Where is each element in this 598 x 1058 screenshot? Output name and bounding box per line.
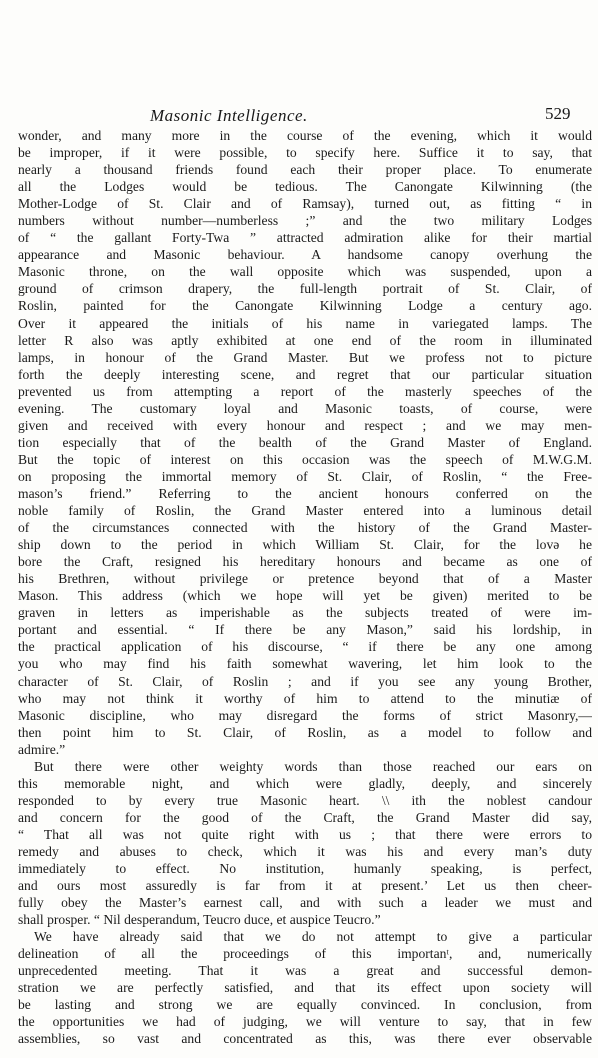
text-line: bore the Craft, resigned his hereditary honours and became as one of xyxy=(18,554,592,570)
text-line: delineation of all the proceedings of this importanᵗ, and, numerically xyxy=(18,946,592,962)
text-line: letter R also was aptly exhibited at one end of the room in illuminated xyxy=(18,332,592,348)
text-line: forth the deeply interesting scene, and regret that our particular situation xyxy=(18,366,592,382)
text-line: Mason. This address (which we hope will yet be given) merited to be xyxy=(18,588,592,604)
text-line: his Brethren, without privilege or pretence beyond that of a Master xyxy=(18,571,592,587)
text-line: “ That all was not quite right with us ; that there were errors to xyxy=(18,826,592,842)
text-line: you who may find his faith somewhat wavering, let him look to the xyxy=(18,656,592,672)
text-line: Roslin, painted for the Canongate Kilwinning Lodge a century ago. xyxy=(18,298,592,314)
text-line: of “ the gallant Forty-Twa ” attracted admiration alike for their martial xyxy=(18,230,592,246)
text-line: the practical application of his discourse, “ if there be any one among xyxy=(18,639,592,655)
text-line: ship down to the period in which William St. Clair, for the lovə he xyxy=(18,537,592,553)
text-line: appearance and Masonic behaviour. A handsome canopy overhung the xyxy=(18,247,592,263)
text-line: evening. The customary loyal and Masonic toasts, of course, were xyxy=(18,400,592,416)
text-line: ground of crimson drapery, the full-length portrait of St. Clair, of xyxy=(18,281,592,297)
text-line: prevented us from attempting a report of the masterly speeches of the xyxy=(18,383,592,399)
paragraph-first-line: But there were other weighty words than those reached our ears on xyxy=(34,758,592,774)
text-line: and concern for the good of the Craft, the Grand Master did say, xyxy=(18,809,592,825)
text-line: of the circumstances connected with the history of the Grand Master- xyxy=(18,520,592,536)
paragraph-last-line: admire.” xyxy=(18,741,66,757)
text-line: responded to by every true Masonic heart. \\ ith the noblest candour xyxy=(18,792,592,808)
page-number: 529 xyxy=(545,104,571,123)
text-line: Masonic throne, on the wall opposite which was suspended, upon a xyxy=(18,264,592,280)
text-line: character of St. Clair, of Roslin ; and if you see any young Brother, xyxy=(18,673,592,689)
text-line: nearly a thousand friends found each their proper place. To enumerate xyxy=(18,162,592,178)
text-line: be lasting and strong we are equally convinced. In conclusion, from xyxy=(18,997,592,1013)
text-line: be improper, if it were possible, to specify here. Suffice it to say, that xyxy=(18,145,592,161)
text-line: and ours most assuredly is far from it at present.’ Let us then cheer- xyxy=(18,878,592,894)
text-line: immediately to effect. No institution, humanly speaking, is perfect, xyxy=(18,861,592,877)
paragraph-last-line: shall prosper. “ Nil desperandum, Teucro duce, et auspice Teucro.” xyxy=(18,912,381,928)
paragraph-first-line: We have already said that we do not attempt to give a particular xyxy=(34,929,592,945)
text-line: assemblies, so vast and concentrated as this, was there ever observable xyxy=(18,1031,592,1047)
text-line: all the Lodges would be tedious. The Canongate Kilwinning (the xyxy=(18,179,592,195)
running-head: Masonic Intelligence. xyxy=(150,106,308,125)
text-line: noble family of Roslin, the Grand Master entered into a luminous detail xyxy=(18,503,592,519)
text-line: given and received with every honour and respect ; and we may men- xyxy=(18,417,592,433)
text-line: then point him to St. Clair, of Roslin, as a model to follow and xyxy=(18,724,592,740)
page-header xyxy=(0,98,598,126)
text-line: this memorable night, and which were gladly, deeply, and sincerely xyxy=(18,775,592,791)
text-line: numbers without number—numberless ;” and the two military Lodges xyxy=(18,213,592,229)
text-line: But the topic of interest on this occasion was the speech of M.W.G.M. xyxy=(18,451,592,467)
text-line: Mother-Lodge of St. Clair and of Ramsay), turned out, as fitting “ in xyxy=(18,196,592,212)
text-line: unprecedented meeting. That it was a great and successful demon- xyxy=(18,963,592,979)
text-line: stration we are perfectly satisfied, and that its effect upon society will xyxy=(18,980,592,996)
text-line: Masonic discipline, who may disregard the forms of strict Masonry,— xyxy=(18,707,592,723)
text-line: graven in letters as imperishable as the subjects treated of were im- xyxy=(18,605,592,621)
body-text xyxy=(18,127,592,1048)
text-line: fully obey the Master’s earnest call, and with such a leader we must and xyxy=(18,895,592,911)
text-line: on proposing the immortal memory of St. Clair, of Roslin, “ the Free- xyxy=(18,468,592,484)
text-line: tion especially that of the bealth of the Grand Master of England. xyxy=(18,434,592,450)
text-line: mason’s friend.” Referring to the ancient honours conferred on the xyxy=(18,485,592,501)
text-line: Over it appeared the initials of his name in variegated lamps. The xyxy=(18,315,592,331)
text-line: remedy and abuses to check, which it was his and every man’s duty xyxy=(18,843,592,859)
text-line: who may not think it worthy of him to attend to the minutiæ of xyxy=(18,690,592,706)
text-line: wonder, and many more in the course of the evening, which it would xyxy=(18,128,592,143)
text-line: the opportunities we had of judging, we will venture to say, that in few xyxy=(18,1014,592,1030)
text-line: portant and essential. “ If there be any Mason,” said his lordship, in xyxy=(18,622,592,638)
text-line: lamps, in honour of the Grand Master. But we profess not to picture xyxy=(18,349,592,365)
